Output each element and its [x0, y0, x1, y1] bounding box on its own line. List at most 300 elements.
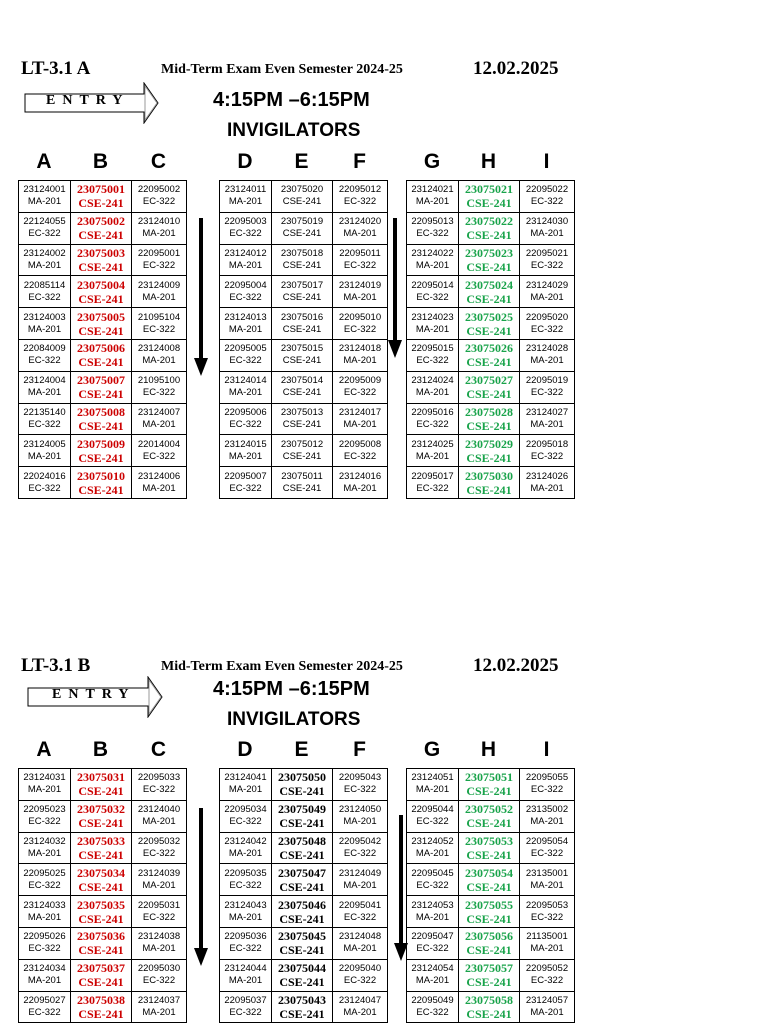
seat-row: [220, 800, 388, 832]
seat-cell: [71, 339, 132, 371]
seat-cell: [132, 959, 187, 991]
seat-row: [220, 339, 388, 371]
roll-number: 23075051: [465, 770, 513, 785]
course-code: EC-322: [142, 196, 176, 208]
roll-number: 23124020: [338, 216, 382, 228]
roll-number: 23124037: [137, 994, 181, 1006]
course-code: CSE-241: [282, 482, 322, 494]
seat-row: [220, 467, 388, 499]
course-code: EC-322: [343, 387, 377, 399]
course-code: CSE-241: [466, 196, 512, 211]
course-code: EC-322: [142, 784, 176, 796]
seat-cell: [407, 896, 459, 928]
roll-number: 22095047: [411, 931, 454, 943]
column-letter: C: [150, 738, 167, 761]
seat-cell: [407, 181, 459, 213]
seat-cell: [333, 339, 388, 371]
seat-cell: [220, 927, 272, 959]
seat-cell: [459, 276, 520, 308]
seat-row: [220, 991, 388, 1023]
roll-number: 23075031: [77, 770, 125, 785]
seat-row: [19, 212, 187, 244]
seat-row: [220, 769, 388, 801]
roll-number: 23075014: [280, 375, 324, 387]
roll-number: 23124050: [338, 804, 382, 816]
course-code: MA-201: [343, 418, 377, 430]
course-code: CSE-241: [282, 355, 322, 367]
seat-cell: [71, 371, 132, 403]
seat-cell: [132, 308, 187, 340]
roll-number: 22095044: [411, 804, 454, 816]
seat-row: [220, 435, 388, 467]
seat-cell: [220, 276, 272, 308]
roll-number: 23124026: [525, 470, 569, 482]
seat-block-abc: [18, 180, 187, 499]
seat-cell: [71, 244, 132, 276]
roll-number: 23075026: [465, 341, 513, 356]
seat-cell: [19, 769, 71, 801]
roll-number: 22095014: [411, 279, 454, 291]
roll-number: 23124040: [137, 804, 181, 816]
roll-number: 23075001: [77, 182, 125, 197]
seat-cell: [459, 800, 520, 832]
roll-number: 22095008: [338, 438, 382, 450]
course-code: CSE-241: [466, 911, 512, 926]
seat-cell: [520, 308, 575, 340]
course-code: EC-322: [28, 943, 61, 955]
column-letter: E: [294, 738, 309, 761]
seat-cell: [272, 896, 333, 928]
seat-cell: [520, 769, 575, 801]
course-code: MA-201: [343, 291, 377, 303]
roll-number: 23124039: [137, 867, 181, 879]
seat-block-ghi: [406, 180, 575, 499]
course-code: CSE-241: [282, 387, 322, 399]
roll-number: 23124043: [224, 899, 267, 911]
roll-number: 23124021: [411, 184, 454, 196]
column-letter: D: [237, 738, 253, 761]
roll-number: 22095053: [525, 899, 569, 911]
roll-number: 23124052: [411, 835, 454, 847]
seat-cell: [333, 276, 388, 308]
seat-cell: [407, 832, 459, 864]
roll-number: 23075029: [465, 436, 513, 451]
seat-row: [407, 864, 575, 896]
course-code: EC-322: [530, 450, 564, 462]
seat-cell: [407, 276, 459, 308]
roll-number: 22095011: [339, 247, 381, 259]
course-code: MA-201: [142, 291, 176, 303]
course-code: MA-201: [228, 847, 263, 859]
seat-cell: [132, 896, 187, 928]
course-code: CSE-241: [78, 228, 124, 243]
roll-number: 22084009: [23, 343, 66, 355]
course-code: MA-201: [415, 196, 450, 208]
seat-cell: [272, 308, 333, 340]
seat-cell: [333, 435, 388, 467]
seat-row: [19, 308, 187, 340]
seat-cell: [132, 212, 187, 244]
roll-number: 22095021: [525, 247, 569, 259]
roll-number: 23124003: [23, 311, 66, 323]
column-letter: B: [92, 150, 109, 173]
roll-number: 23075015: [280, 343, 324, 355]
course-code: CSE-241: [282, 228, 322, 240]
course-code: MA-201: [415, 323, 450, 335]
seat-cell: [220, 896, 272, 928]
roll-number: 23124015: [224, 438, 267, 450]
entry-arrow: [24, 676, 164, 718]
seat-cell: [132, 371, 187, 403]
roll-number: 22095015: [411, 343, 454, 355]
course-code: CSE-241: [78, 975, 124, 990]
course-code: CSE-241: [279, 816, 325, 831]
seat-cell: [220, 959, 272, 991]
roll-number: 23075017: [280, 279, 324, 291]
invigilators-label: INVIGILATORS: [227, 709, 361, 730]
roll-number: 22095003: [224, 216, 267, 228]
seat-row: [220, 896, 388, 928]
course-code: MA-201: [343, 482, 377, 494]
course-code: MA-201: [27, 196, 62, 208]
seat-cell: [220, 800, 272, 832]
seat-row: [19, 800, 187, 832]
seat-cell: [272, 435, 333, 467]
seat-cell: [71, 769, 132, 801]
course-code: EC-322: [343, 450, 377, 462]
course-code: MA-201: [27, 387, 62, 399]
roll-number: 23124002: [23, 247, 66, 259]
seat-row: [19, 927, 187, 959]
seat-cell: [520, 991, 575, 1023]
course-code: CSE-241: [466, 879, 512, 894]
course-code: EC-322: [142, 975, 176, 987]
seat-row: [407, 371, 575, 403]
seat-cell: [407, 959, 459, 991]
roll-number: 23075034: [77, 865, 125, 880]
seat-block-def: [219, 768, 388, 1023]
seat-cell: [19, 308, 71, 340]
roll-number: 23075033: [77, 833, 125, 848]
course-code: EC-322: [343, 911, 377, 923]
course-code: CSE-241: [78, 943, 124, 958]
seat-cell: [272, 403, 333, 435]
course-code: CSE-241: [78, 323, 124, 338]
course-code: EC-322: [530, 975, 564, 987]
seat-cell: [220, 181, 272, 213]
seat-cell: [272, 864, 333, 896]
course-code: MA-201: [228, 911, 263, 923]
column-letter: C: [150, 150, 167, 173]
course-code: EC-322: [229, 1006, 262, 1018]
roll-number: 23075038: [77, 992, 125, 1007]
seat-row: [407, 467, 575, 499]
seat-cell: [333, 896, 388, 928]
roll-number: 23075006: [77, 341, 125, 356]
course-code: MA-201: [530, 355, 564, 367]
course-code: EC-322: [28, 418, 61, 430]
seat-block-def: [219, 180, 388, 499]
roll-number: 23124008: [137, 343, 181, 355]
roll-number: 23124024: [411, 375, 454, 387]
seat-cell: [520, 959, 575, 991]
seat-row: [19, 181, 187, 213]
column-letter: E: [294, 150, 309, 173]
course-code: CSE-241: [279, 975, 325, 990]
course-code: EC-322: [28, 879, 61, 891]
roll-number: 23124029: [525, 279, 569, 291]
course-code: EC-322: [28, 1006, 61, 1018]
column-letter: B: [92, 738, 109, 761]
course-code: EC-322: [229, 879, 262, 891]
seat-cell: [19, 896, 71, 928]
seat-row: [407, 435, 575, 467]
course-code: CSE-241: [279, 943, 325, 958]
course-code: CSE-241: [466, 387, 512, 402]
roll-number: 23075047: [278, 865, 326, 880]
hall-title: LT-3.1 A: [21, 58, 91, 79]
course-code: MA-201: [142, 943, 176, 955]
seat-cell: [220, 339, 272, 371]
roll-number: 22095054: [525, 835, 569, 847]
seat-row: [19, 832, 187, 864]
roll-number: 23135001: [525, 867, 569, 879]
roll-number: 23124051: [411, 772, 454, 784]
roll-number: 23124013: [224, 311, 267, 323]
seat-row: [19, 991, 187, 1023]
roll-number: 22095020: [525, 311, 569, 323]
roll-number: 23075009: [77, 436, 125, 451]
course-code: EC-322: [530, 784, 564, 796]
course-code: MA-201: [530, 816, 564, 828]
roll-number: 22095002: [137, 184, 181, 196]
course-code: EC-322: [142, 450, 176, 462]
roll-number: 23124022: [411, 247, 454, 259]
course-code: CSE-241: [466, 482, 512, 497]
course-code: CSE-241: [78, 259, 124, 274]
roll-number: 23124016: [338, 470, 382, 482]
seat-cell: [520, 896, 575, 928]
roll-number: 22095005: [224, 343, 267, 355]
roll-number: 23124042: [224, 835, 267, 847]
roll-number: 23075025: [465, 309, 513, 324]
roll-number: 23124018: [338, 343, 382, 355]
roll-number: 23124034: [23, 963, 66, 975]
roll-number: 23075020: [280, 184, 324, 196]
seat-cell: [333, 864, 388, 896]
seat-cell: [71, 864, 132, 896]
course-code: EC-322: [416, 418, 449, 430]
seat-cell: [407, 435, 459, 467]
seat-cell: [132, 832, 187, 864]
seat-row: [19, 244, 187, 276]
course-code: EC-322: [416, 879, 449, 891]
course-code: CSE-241: [282, 418, 322, 430]
seat-row: [19, 339, 187, 371]
seat-cell: [132, 339, 187, 371]
seat-cell: [272, 371, 333, 403]
course-code: MA-201: [27, 847, 62, 859]
seat-cell: [220, 467, 272, 499]
column-letter: F: [353, 738, 366, 761]
seat-row: [407, 959, 575, 991]
column-letter: I: [543, 738, 550, 761]
seat-cell: [272, 276, 333, 308]
seat-cell: [19, 371, 71, 403]
course-code: MA-201: [228, 387, 263, 399]
course-code: MA-201: [530, 482, 564, 494]
roll-number: 22095001: [137, 247, 181, 259]
seat-cell: [19, 181, 71, 213]
seat-row: [220, 212, 388, 244]
seat-cell: [272, 212, 333, 244]
course-code: CSE-241: [78, 1006, 124, 1021]
roll-number: 22124055: [23, 216, 66, 228]
course-code: EC-322: [530, 387, 564, 399]
seat-cell: [520, 371, 575, 403]
course-code: CSE-241: [78, 291, 124, 306]
seat-cell: [272, 339, 333, 371]
roll-number: 23124001: [23, 184, 66, 196]
column-letter: D: [237, 150, 253, 173]
seat-cell: [71, 800, 132, 832]
roll-number: 23075058: [465, 992, 513, 1007]
course-code: CSE-241: [466, 816, 512, 831]
course-code: MA-201: [228, 450, 263, 462]
seat-cell: [19, 276, 71, 308]
seat-row: [407, 244, 575, 276]
course-code: MA-201: [27, 323, 62, 335]
course-code: CSE-241: [78, 196, 124, 211]
invigilators-label: INVIGILATORS: [227, 120, 361, 141]
seat-row: [220, 927, 388, 959]
seat-cell: [520, 403, 575, 435]
course-code: EC-322: [28, 816, 61, 828]
course-code: MA-201: [530, 418, 564, 430]
seat-row: [220, 371, 388, 403]
roll-number: 22095016: [411, 406, 454, 418]
roll-number: 22095030: [137, 963, 181, 975]
course-code: CSE-241: [466, 291, 512, 306]
column-letter: G: [423, 738, 441, 761]
roll-number: 23075028: [465, 404, 513, 419]
course-code: EC-322: [28, 228, 61, 240]
course-code: MA-201: [343, 879, 377, 891]
course-code: MA-201: [27, 784, 62, 796]
roll-number: 22095049: [411, 994, 454, 1006]
course-code: CSE-241: [466, 355, 512, 370]
seat-cell: [459, 959, 520, 991]
roll-number: 23075003: [77, 245, 125, 260]
roll-number: 22095036: [224, 931, 267, 943]
exam-time: 4:15PM –6:15PM: [213, 89, 370, 111]
course-code: CSE-241: [78, 482, 124, 497]
column-letter: H: [480, 150, 497, 173]
course-code: EC-322: [416, 482, 449, 494]
course-code: CSE-241: [78, 847, 124, 862]
seat-cell: [520, 181, 575, 213]
course-code: MA-201: [228, 196, 263, 208]
course-code: CSE-241: [466, 418, 512, 433]
seat-cell: [407, 769, 459, 801]
course-code: EC-322: [229, 291, 262, 303]
seat-cell: [459, 212, 520, 244]
course-code: EC-322: [28, 355, 61, 367]
course-code: MA-201: [530, 228, 564, 240]
seat-cell: [71, 435, 132, 467]
course-code: MA-201: [228, 784, 263, 796]
exam-title: Mid-Term Exam Even Semester 2024-25: [161, 62, 403, 77]
roll-number: 23075052: [465, 802, 513, 817]
course-code: MA-201: [142, 879, 176, 891]
seat-cell: [220, 435, 272, 467]
course-code: CSE-241: [78, 784, 124, 799]
roll-number: 22135140: [23, 406, 66, 418]
roll-number: 23075030: [465, 468, 513, 483]
seat-cell: [272, 927, 333, 959]
roll-number: 23075032: [77, 802, 125, 817]
seat-cell: [132, 403, 187, 435]
course-code: MA-201: [27, 975, 62, 987]
course-code: CSE-241: [466, 784, 512, 799]
seat-cell: [520, 800, 575, 832]
roll-number: 22095042: [338, 835, 382, 847]
seat-cell: [520, 339, 575, 371]
roll-number: 23124010: [137, 216, 181, 228]
column-letter: A: [36, 738, 52, 761]
roll-number: 23124033: [23, 899, 66, 911]
seat-cell: [19, 339, 71, 371]
course-code: MA-201: [228, 975, 263, 987]
course-code: EC-322: [530, 323, 564, 335]
course-code: CSE-241: [282, 323, 322, 335]
course-code: CSE-241: [78, 911, 124, 926]
course-code: MA-201: [415, 847, 450, 859]
roll-number: 23075036: [77, 929, 125, 944]
seat-row: [407, 832, 575, 864]
seat-cell: [19, 864, 71, 896]
roll-number: 23075054: [465, 865, 513, 880]
seat-cell: [71, 181, 132, 213]
course-code: MA-201: [27, 911, 62, 923]
seat-cell: [71, 927, 132, 959]
course-code: EC-322: [142, 323, 176, 335]
seat-cell: [407, 371, 459, 403]
course-code: MA-201: [27, 450, 62, 462]
seat-cell: [333, 308, 388, 340]
roll-number: 23075004: [77, 277, 125, 292]
roll-number: 23124057: [525, 994, 569, 1006]
seat-row: [19, 403, 187, 435]
roll-number: 22024016: [23, 470, 66, 482]
course-code: MA-201: [415, 911, 450, 923]
seat-cell: [459, 403, 520, 435]
down-arrow-icon: [392, 815, 410, 963]
seat-cell: [407, 864, 459, 896]
roll-number: 23124025: [411, 438, 454, 450]
course-code: EC-322: [142, 847, 176, 859]
roll-number: 23124009: [137, 279, 181, 291]
seat-cell: [333, 467, 388, 499]
roll-number: 23075008: [77, 404, 125, 419]
down-arrow-icon: [386, 218, 404, 360]
seat-cell: [272, 244, 333, 276]
roll-number: 23124028: [525, 343, 569, 355]
seat-cell: [459, 308, 520, 340]
course-code: CSE-241: [282, 450, 322, 462]
roll-number: 22095018: [525, 438, 569, 450]
roll-number: 23124032: [23, 835, 66, 847]
